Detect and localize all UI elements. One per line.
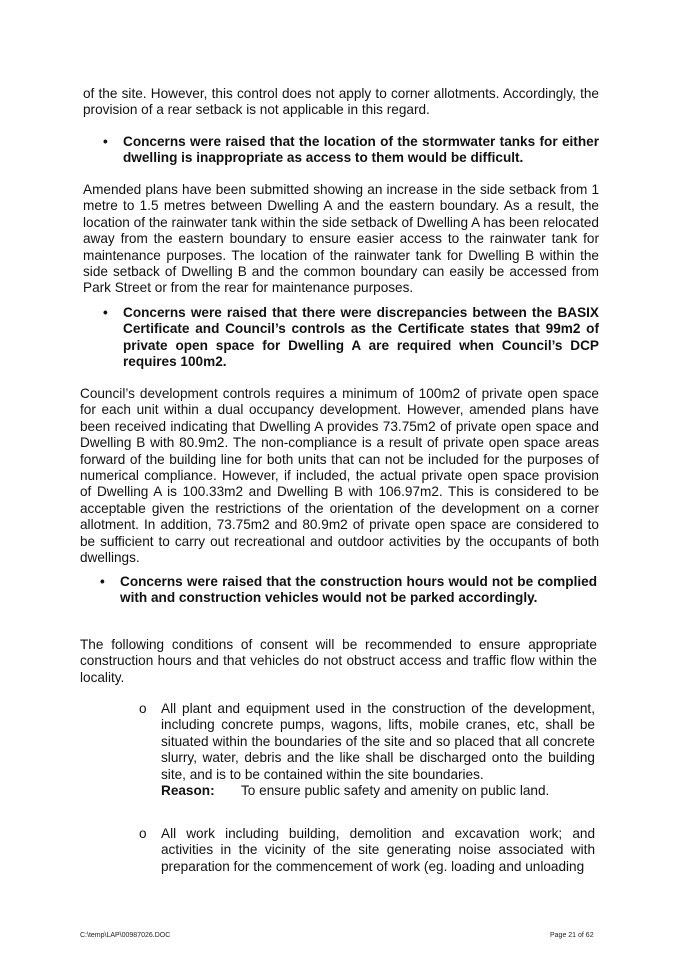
paragraph-text: Amended plans have been submitted showing an increase in the side setback from 1 metre to 1.5 metres between Dwelling A and the eastern boundary. As a result, the location of the rainwater tank within the side setback of Dwelling A has been relocated away from the eastern boundary to ensure easier access to the rainwater tank for maintenance purposes. The location of the rainwater tank for Dwelling B within the side setback of Dwelling B and the common boundary can easily be accessed from Park Street or from the rear for maintenance purposes. <box>83 182 599 296</box>
bullet-icon: • <box>103 134 108 149</box>
paragraph-rear-setback <box>83 86 599 119</box>
paragraph-private-open-space <box>80 386 599 566</box>
concern-bullet-basix <box>103 305 599 371</box>
bullet-icon: • <box>103 305 108 320</box>
paragraph-rainwater-tank <box>83 182 599 297</box>
sub-bullet-icon: o <box>139 701 147 716</box>
condition-text: All plant and equipment used in the construction of the development, including concrete pumps, wagons, lifts, mobile cranes, etc, shall be situated within the boundaries of the site and so placed that all concrete slurry, water, debris and the like shall be discharged onto the building site, and is to be contained within the site boundaries. <box>161 701 595 782</box>
footer-file-path: C:\temp\LAP\00987026.DOC <box>80 932 171 939</box>
paragraph-conditions-intro <box>80 637 597 686</box>
concern-text: Concerns were raised that the construction hours would not be complied with and construction vehicles would not be parked accordingly. <box>120 574 597 606</box>
concern-text: Concerns were raised that there were discrepancies between the BASIX Certificate and Council’s controls as the Certificate states that 99m2 of private open space for Dwelling A are required when Council’s DCP requires 100m2. <box>123 305 599 370</box>
paragraph-text: Council’s development controls requires a minimum of 100m2 of private open space for each unit within a dual occupancy development. However, amended plans have been received indicating that Dwelling A provides 73.75m2 of private open space and Dwelling B with 80.9m2. The non-compliance is a result of private open space areas forward of the building line for both units that can not be included for the purposes of numerical compliance. However, if included, the actual private open space provision of Dwelling A is 100.33m2 and Dwelling B with 106.97m2. This is considered to be acceptable given the restrictions of the orientation of the development on a corner allotment. In addition, 73.75m2 and 80.9m2 of private open space are considered to be sufficient to carry out recreational and outdoor activities by the occupants of both dwellings. <box>80 386 599 566</box>
bullet-icon: • <box>100 574 105 589</box>
condition-reason <box>161 783 595 799</box>
concern-text: Concerns were raised that the location of the stormwater tanks for either dwelling is inappropriate as access to them would be difficult. <box>123 134 599 166</box>
sub-bullet-icon: o <box>139 826 147 841</box>
concern-bullet-construction-hours <box>100 574 597 607</box>
condition-item-work-hours <box>139 826 595 875</box>
paragraph-text: The following conditions of consent will be recommended to ensure appropriate construction hours and that vehicles do not obstruct access and traffic flow within the locality. <box>80 637 597 685</box>
footer-page-number: Page 21 of 62 <box>550 932 594 939</box>
reason-label: Reason: <box>161 783 215 799</box>
paragraph-text: of the site. However, this control does not apply to corner allotments. Accordingly, the provision of a rear setback is not applicable in this regard. <box>83 86 599 118</box>
concern-bullet-stormwater <box>103 134 599 167</box>
condition-text: All work including building, demolition and excavation work; and activities in the vicinity of the site generating noise associated with preparation for the commencement of work (eg. loading and unloading <box>161 826 595 874</box>
reason-text: To ensure public safety and amenity on public land. <box>241 783 550 799</box>
condition-item-plant-equipment <box>139 701 595 799</box>
